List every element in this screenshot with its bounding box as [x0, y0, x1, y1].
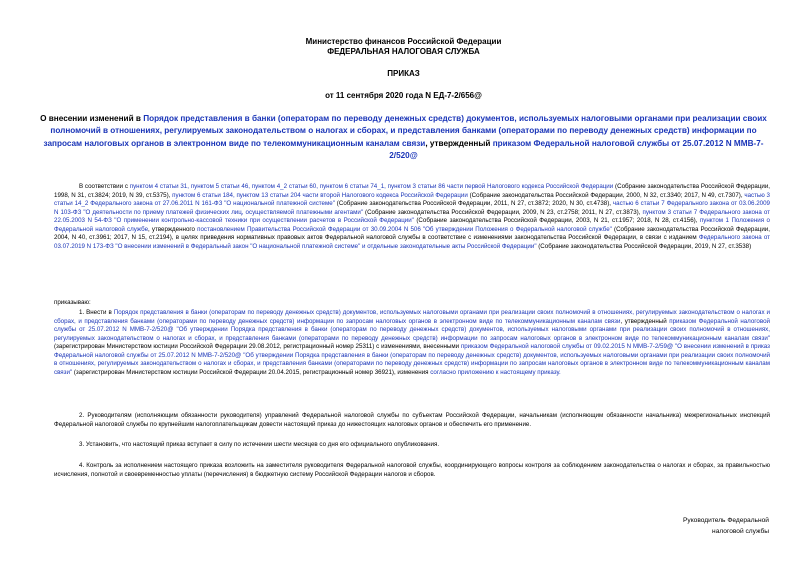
item-4-paragraph: 4. Контроль за исполнением настоящего приказа возложить на заместителя руководителя Федеральной налоговой службы, координирующего вопросы контроля за соблюдением законодательства о налогах и сборах, за правильностью исчисления, полнотой и своевременностью уплаты (перечисления) в бюджетную систему Российской Федерации налогов и сборов.: [54, 462, 770, 478]
preamble-text-4: (Собрание законодательства Российской Федерации, 2011, N 27, ст.3872; 2020, N 30, ст.4738),: [334, 200, 613, 207]
date-number: от 11 сентября 2020 года N ЕД-7-2/656@: [325, 91, 482, 100]
signature-line-2: налоговой службы: [712, 528, 769, 535]
title-text-2: , утвержденный: [425, 138, 493, 148]
preamble-link-103fz[interactable]: частью 6 статьи 7 Федерального закона от 03.06.2009 N 103-ФЗ "О деятельности по приему платежей физических лиц, осуществляемой платежными агентами": [54, 200, 770, 216]
preamble-text-5: (Собрание законодательства Российской Федерации, 2009, N 23, ст.2758; 2011, N 27, ст.3873),: [362, 208, 643, 216]
item-3-paragraph: 3. Установить, что настоящий приказ вступает в силу по истечении шести месяцев со дня его официального опубликования.: [79, 441, 440, 448]
document-title: [40, 113, 767, 163]
item-2-paragraph: 2. Руководителям (исполняющим обязанности руководителя) управлений Федеральной налоговой службы по субъектам Российской Федерации, начальникам (исполняющим обязанности начальника) межрегиональных инспекций Федеральной налоговой службы по крупнейшим налогоплательщикам довести настоящий приказ до нижестоящих налоговых органов и обеспечить его применение.: [54, 412, 770, 428]
order-word: приказываю:: [54, 299, 91, 306]
item1-text-2: , утвержденный: [620, 317, 670, 325]
item1-text-3: (зарегистрирован Министерством юстиции Российской Федерации 29.08.2012, регистрационный номер 25311) с изменениями, внесенными: [54, 343, 461, 350]
preamble-text-7: , утвержденного: [148, 225, 198, 233]
service-heading: ФЕДЕРАЛЬНАЯ НАЛОГОВАЯ СЛУЖБА: [327, 47, 480, 56]
item1-text-1: 1. Внести в: [79, 309, 114, 316]
preamble-text-9: (Собрание законодательства Российской Федерации, 2019, N 27, ст.3538): [536, 242, 752, 250]
doc-type-heading: ПРИКАЗ: [387, 69, 420, 78]
preamble-text-1: В соответствии с: [79, 183, 130, 190]
preamble-link-161fz[interactable]: частью 3 статьи 14_2 Федерального закона от 27.06.2011 N 161-ФЗ "О национальной платежной системе": [54, 191, 771, 207]
preamble-link-54fz[interactable]: пунктом 3 статьи 7 Федерального закона от 22.05.2003 N 54-ФЗ "О применении контрольно-кассовой техники при осуществлении расчетов в Российской Федерации": [54, 208, 770, 224]
title-text-1: О внесении изменений в: [40, 114, 144, 123]
preamble-link-tax-code-part2[interactable]: пунктом 6 статьи 184, пунктом 13 статьи 204 части второй Налогового кодекса Российской Федерации: [172, 191, 468, 199]
preamble-text-2: (Собрание законодательства Российской Федерации, 1998, N 31, ст.3824; 2019, N 39, ст.5375),: [54, 183, 771, 199]
item1-link-appendix[interactable]: согласно приложению к настоящему приказу.: [430, 368, 561, 376]
preamble-text-8: (Собрание законодательства Российской Федерации, 2004, N 40, ст.3961; 2017, N 15, ст.2194), в целях приведения нормативных правовых актов Федеральной налоговой службы в соответствие с изменениями законодательства Российской Федерации, в связи с изданием: [54, 225, 770, 241]
item1-link-procedure[interactable]: Порядок представления в банки (операторам по переводу денежных средств) документов, используемых налоговыми органами при реализации своих полномочий в отношениях, регулируемых законодательством о налогах и сборах, и представления банками (операторами по переводу денежных средств) информации по запросам налоговых органов в электронном виде по телекоммуникационным каналам связи: [54, 309, 770, 325]
title-link-order[interactable]: приказом Федеральной налоговой службы от 25.07.2012 N ММВ-7-2/520@: [389, 138, 764, 161]
item1-link-order-59[interactable]: приказом Федеральной налоговой службы от 09.02.2015 N ММВ-7-2/59@ "О внесении изменений в приказ Федеральной налоговой службы от 25.07.2012 N ММВ-7-2/520@ "Об утверждении Порядка представления в банки (операторам по переводу денежных средств) документов, используемых налоговыми органами при реализации своих полномочий в отношениях, регулируемых законодательством о налогах и сборах, и представления банками (операторами по переводу денежных средств) информации по запросам налоговых органов в электронном виде по телекоммуникационным каналам связи": [54, 343, 770, 376]
item1-link-order-520[interactable]: приказом Федеральной налоговой службы от 25.07.2012 N ММВ-7-2/520@ "Об утверждении Порядка представления в банки (операторам по переводу денежных средств) документов, используемых налоговыми органами при реализации своих полномочий в отношениях, регулируемых законодательством о налогах и сборах, и представления банками (операторами по переводу денежных средств) информации по запросам налоговых органов в электронном виде по телекоммуникационным каналам связи": [54, 317, 770, 342]
preamble-link-tax-code-part1[interactable]: пунктом 4 статьи 31, пунктом 5 статьи 46, пунктом 4_2 статьи 60, пунктом 6 статьи 74_1, пунктом 3 статьи 86 части первой Налогового кодекса Российской Федерации: [129, 183, 614, 190]
preamble-text-3: (Собрание законодательства Российской Федерации, 2000, N 32, ст.3340; 2017, N 49, ст.7307),: [467, 191, 745, 199]
preamble-paragraph: [54, 183, 770, 251]
preamble-text-6: (Собрание законодательства Российской Федерации, 2003, N 21, ст.1957; 2018, N 28, ст.4156),: [413, 217, 700, 224]
ministry-heading: Министерство финансов Российской Федерации: [305, 37, 502, 46]
preamble-link-resolution-506[interactable]: постановлением Правительства Российской Федерации от 30.09.2004 N 506 "Об утверждении Положения о Федеральной налоговой службе": [197, 225, 612, 233]
item-1-paragraph: [54, 309, 770, 377]
item1-text-4: (зарегистрирован Министерством юстиции Российской Федерации 20.04.2015, регистрационный номер 36921), изменения: [72, 368, 431, 376]
signature-line-1: Руководитель Федеральной: [683, 517, 769, 524]
title-link-procedure[interactable]: Порядок представления в банки (операторам по переводу денежных средств) документов, используемых налоговыми органами при реализации своих полномочий в отношениях, регулируемых законодательством о налогах и сборах, и представления банками (операторами по переводу денежных средств) информации по запросам налоговых органов в электронном виде по телекоммуникационным каналам связи: [43, 114, 767, 148]
preamble-link-173fz[interactable]: Федерального закона от 03.07.2019 N 173-ФЗ "О внесении изменений в Федеральный закон "О национальной платежной системе" и отдельные законодательные акты Российской Федерации": [54, 234, 770, 250]
preamble-link-fns-regulation[interactable]: пунктом 1 Положения о Федеральной налоговой службе: [54, 217, 770, 233]
